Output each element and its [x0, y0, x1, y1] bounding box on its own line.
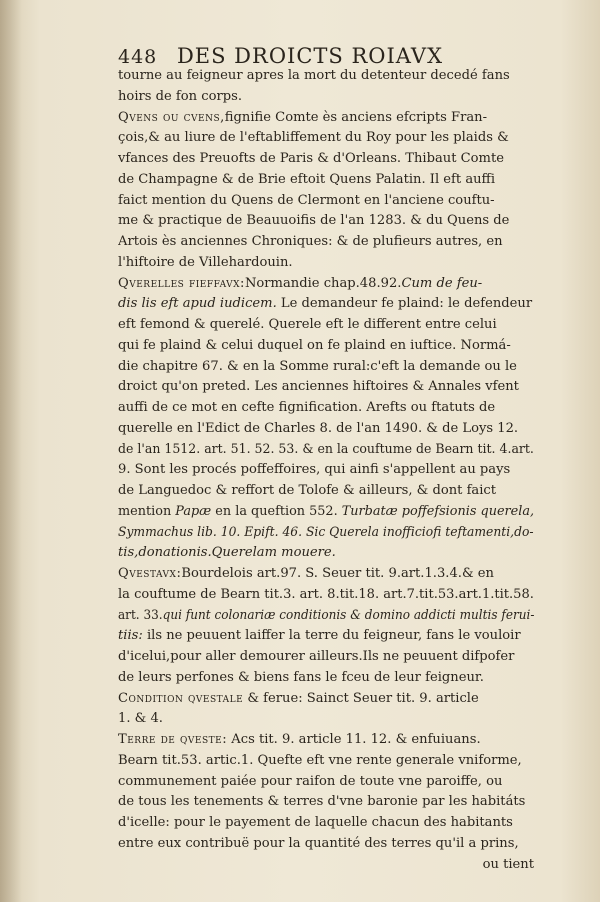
text-line — [118, 398, 534, 419]
text-segment: qui funt colonariæ conditionis & domino addicti multis ferui- — [162, 607, 534, 623]
text-segment: hoirs de fon corps. — [118, 88, 243, 104]
text-segment: faict mention du Quens de Clermont en l'anciene couftu- — [118, 192, 495, 208]
text-line — [118, 128, 534, 149]
text-line — [118, 523, 534, 544]
text-segment: Turbatæ poffefsionis querela, — [341, 503, 534, 519]
text-line — [118, 253, 534, 274]
text-segment: Artois ès anciennes Chroniques: & de plufieurs autres, en — [118, 234, 503, 249]
text-line — [118, 668, 534, 689]
text-segment: çois,& au liure de l'eftabliffement du Roy pour les plaids & — [118, 130, 509, 146]
text-segment: en la queftion 552. — [211, 503, 342, 519]
text-line — [118, 419, 534, 440]
text-segment: ou tient — [482, 856, 534, 872]
text-segment: tiis: — [118, 628, 143, 644]
running-header — [118, 44, 548, 68]
text-segment: tis,donationis.Querelam mouere. — [118, 545, 336, 561]
text-line — [118, 211, 534, 232]
text-line — [118, 149, 534, 170]
text-line — [118, 481, 534, 502]
text-line — [118, 772, 534, 793]
text-segment: Cum de feu- — [401, 275, 483, 291]
text-line — [118, 585, 534, 606]
text-line — [118, 232, 534, 253]
text-segment: querelle en l'Edict de Charles 8. de l'an 1490. & de Loys 12. — [118, 420, 519, 436]
text-segment: mention — [118, 503, 176, 519]
text-line — [118, 357, 534, 378]
text-segment: Papæ — [175, 503, 212, 519]
text-segment: entre eux contribuë pour la quantité des terres qu'il a prins, — [118, 835, 519, 851]
text-line — [118, 855, 534, 876]
text-segment: & ferue: Sainct Seuer tit. 9. article — [243, 690, 479, 706]
text-line — [118, 170, 534, 191]
text-line — [118, 66, 534, 87]
text-line — [118, 689, 534, 710]
text-line — [118, 543, 534, 564]
text-segment: die chapitre 67. & en la Somme rural:c'eft la demande ou le — [118, 358, 517, 374]
text-line — [118, 377, 534, 398]
text-segment: art. 33. — [118, 607, 163, 623]
text-segment: fignifie Comte ès anciens efcripts Fran- — [224, 109, 488, 125]
text-segment: l'hiftoire de Villehardouin. — [118, 254, 293, 270]
text-segment: Qvestavx: — [118, 566, 182, 581]
text-segment: Bearn tit.53. artic.1. Quefte eft vne rente generale vniforme, — [118, 752, 522, 768]
text-segment: tourne au feigneur apres la mort du detenteur decedé fans — [118, 68, 510, 83]
text-segment: Qverelles fieffavx: — [118, 275, 245, 291]
text-line — [118, 440, 534, 461]
text-line — [118, 191, 534, 212]
text-line — [118, 626, 534, 647]
text-line — [118, 294, 534, 315]
text-segment: qui fe plaind & celui duquel on fe plaind en iuftice. Normá- — [118, 337, 511, 353]
text-line — [118, 460, 534, 481]
text-segment: Normandie chap.48.92. — [244, 275, 402, 291]
text-line — [118, 813, 534, 834]
text-segment: de leurs perfones & biens fans le fceu de leur feigneur. — [118, 669, 484, 685]
text-line — [118, 792, 534, 813]
text-segment: d'icelle: pour le payement de laquelle chacun des habitants — [118, 815, 513, 830]
text-line — [118, 87, 534, 108]
text-segment: auffi de ce mot en cefte fignification. Arefts ou ftatuts de — [118, 400, 496, 415]
text-line — [118, 336, 534, 357]
text-line — [118, 108, 534, 129]
text-segment: Le demandeur fe plaind: le defendeur — [276, 296, 533, 312]
text-segment: la couftume de Bearn tit.3. art. 8.tit.18. art.7.tit.53.art.1.tit.58. — [118, 586, 534, 602]
text-line — [118, 564, 534, 585]
text-segment: vfances des Preuofts de Paris & d'Orleans. Thibaut Comte — [118, 151, 504, 166]
text-block — [118, 66, 534, 875]
text-segment: Acs tit. 9. article 11. 12. & enfuiuans. — [227, 732, 481, 747]
text-segment: de Languedoc & reffort de Tolofe & ailleurs, & dont faict — [118, 483, 497, 498]
text-segment: d'icelui,pour aller demourer ailleurs.Ils ne peuuent difpofer — [118, 649, 515, 664]
text-segment: de Champagne & de Brie eftoit Quens Palatin. Il eft auffi — [118, 171, 496, 187]
text-line — [118, 606, 534, 627]
page-number: 448 — [118, 46, 158, 68]
text-segment: ils ne peuuent laiffer la terre du feigneur, fans le vouloir — [142, 628, 521, 644]
text-segment: Terre de qveste: — [118, 732, 228, 747]
text-segment: Condition qvestale — [118, 690, 244, 706]
text-segment: 9. Sont les procés poffeffoires, qui ainfi s'appellent au pays — [118, 462, 511, 478]
text-segment: eft femond & querelé. Querele eft le different entre celui — [118, 317, 497, 332]
text-segment: de tous les tenements & terres d'vne baronie par les habitáts — [118, 794, 526, 810]
text-line — [118, 274, 534, 295]
text-line — [118, 647, 534, 668]
text-segment: communement paiée pour raifon de toute vne paroiffe, ou — [118, 773, 503, 789]
text-segment: me & practique de Beauuoifis de l'an 1283. & du Quens de — [118, 213, 510, 229]
text-line — [118, 709, 534, 730]
text-line — [118, 834, 534, 855]
text-line — [118, 502, 534, 523]
text-segment: droict qu'on preted. Les anciennes hiftoires & Annales vfent — [118, 379, 519, 395]
text-line — [118, 730, 534, 751]
text-segment: Qvens ou cvens, — [118, 109, 225, 125]
running-title: DES DROICTS ROIAVX — [176, 44, 444, 68]
page-gutter-shadow — [0, 0, 22, 902]
text-segment: 1. & 4. — [118, 711, 163, 727]
text-line — [118, 751, 534, 772]
text-segment: de l'an 1512. art. 51. 52. 53. & en la couftume de Bearn tit. 4.art. — [118, 441, 534, 457]
text-segment: Bourdelois art.97. S. Seuer tit. 9.art.1.3.4.& en — [181, 566, 494, 581]
text-segment: Symmachus lib. 10. Epift. 46. Sic Querela inofficiofi teftamenti,do- — [118, 524, 534, 540]
text-line — [118, 315, 534, 336]
text-segment: dis lis eft apud iudicem. — [118, 296, 277, 312]
